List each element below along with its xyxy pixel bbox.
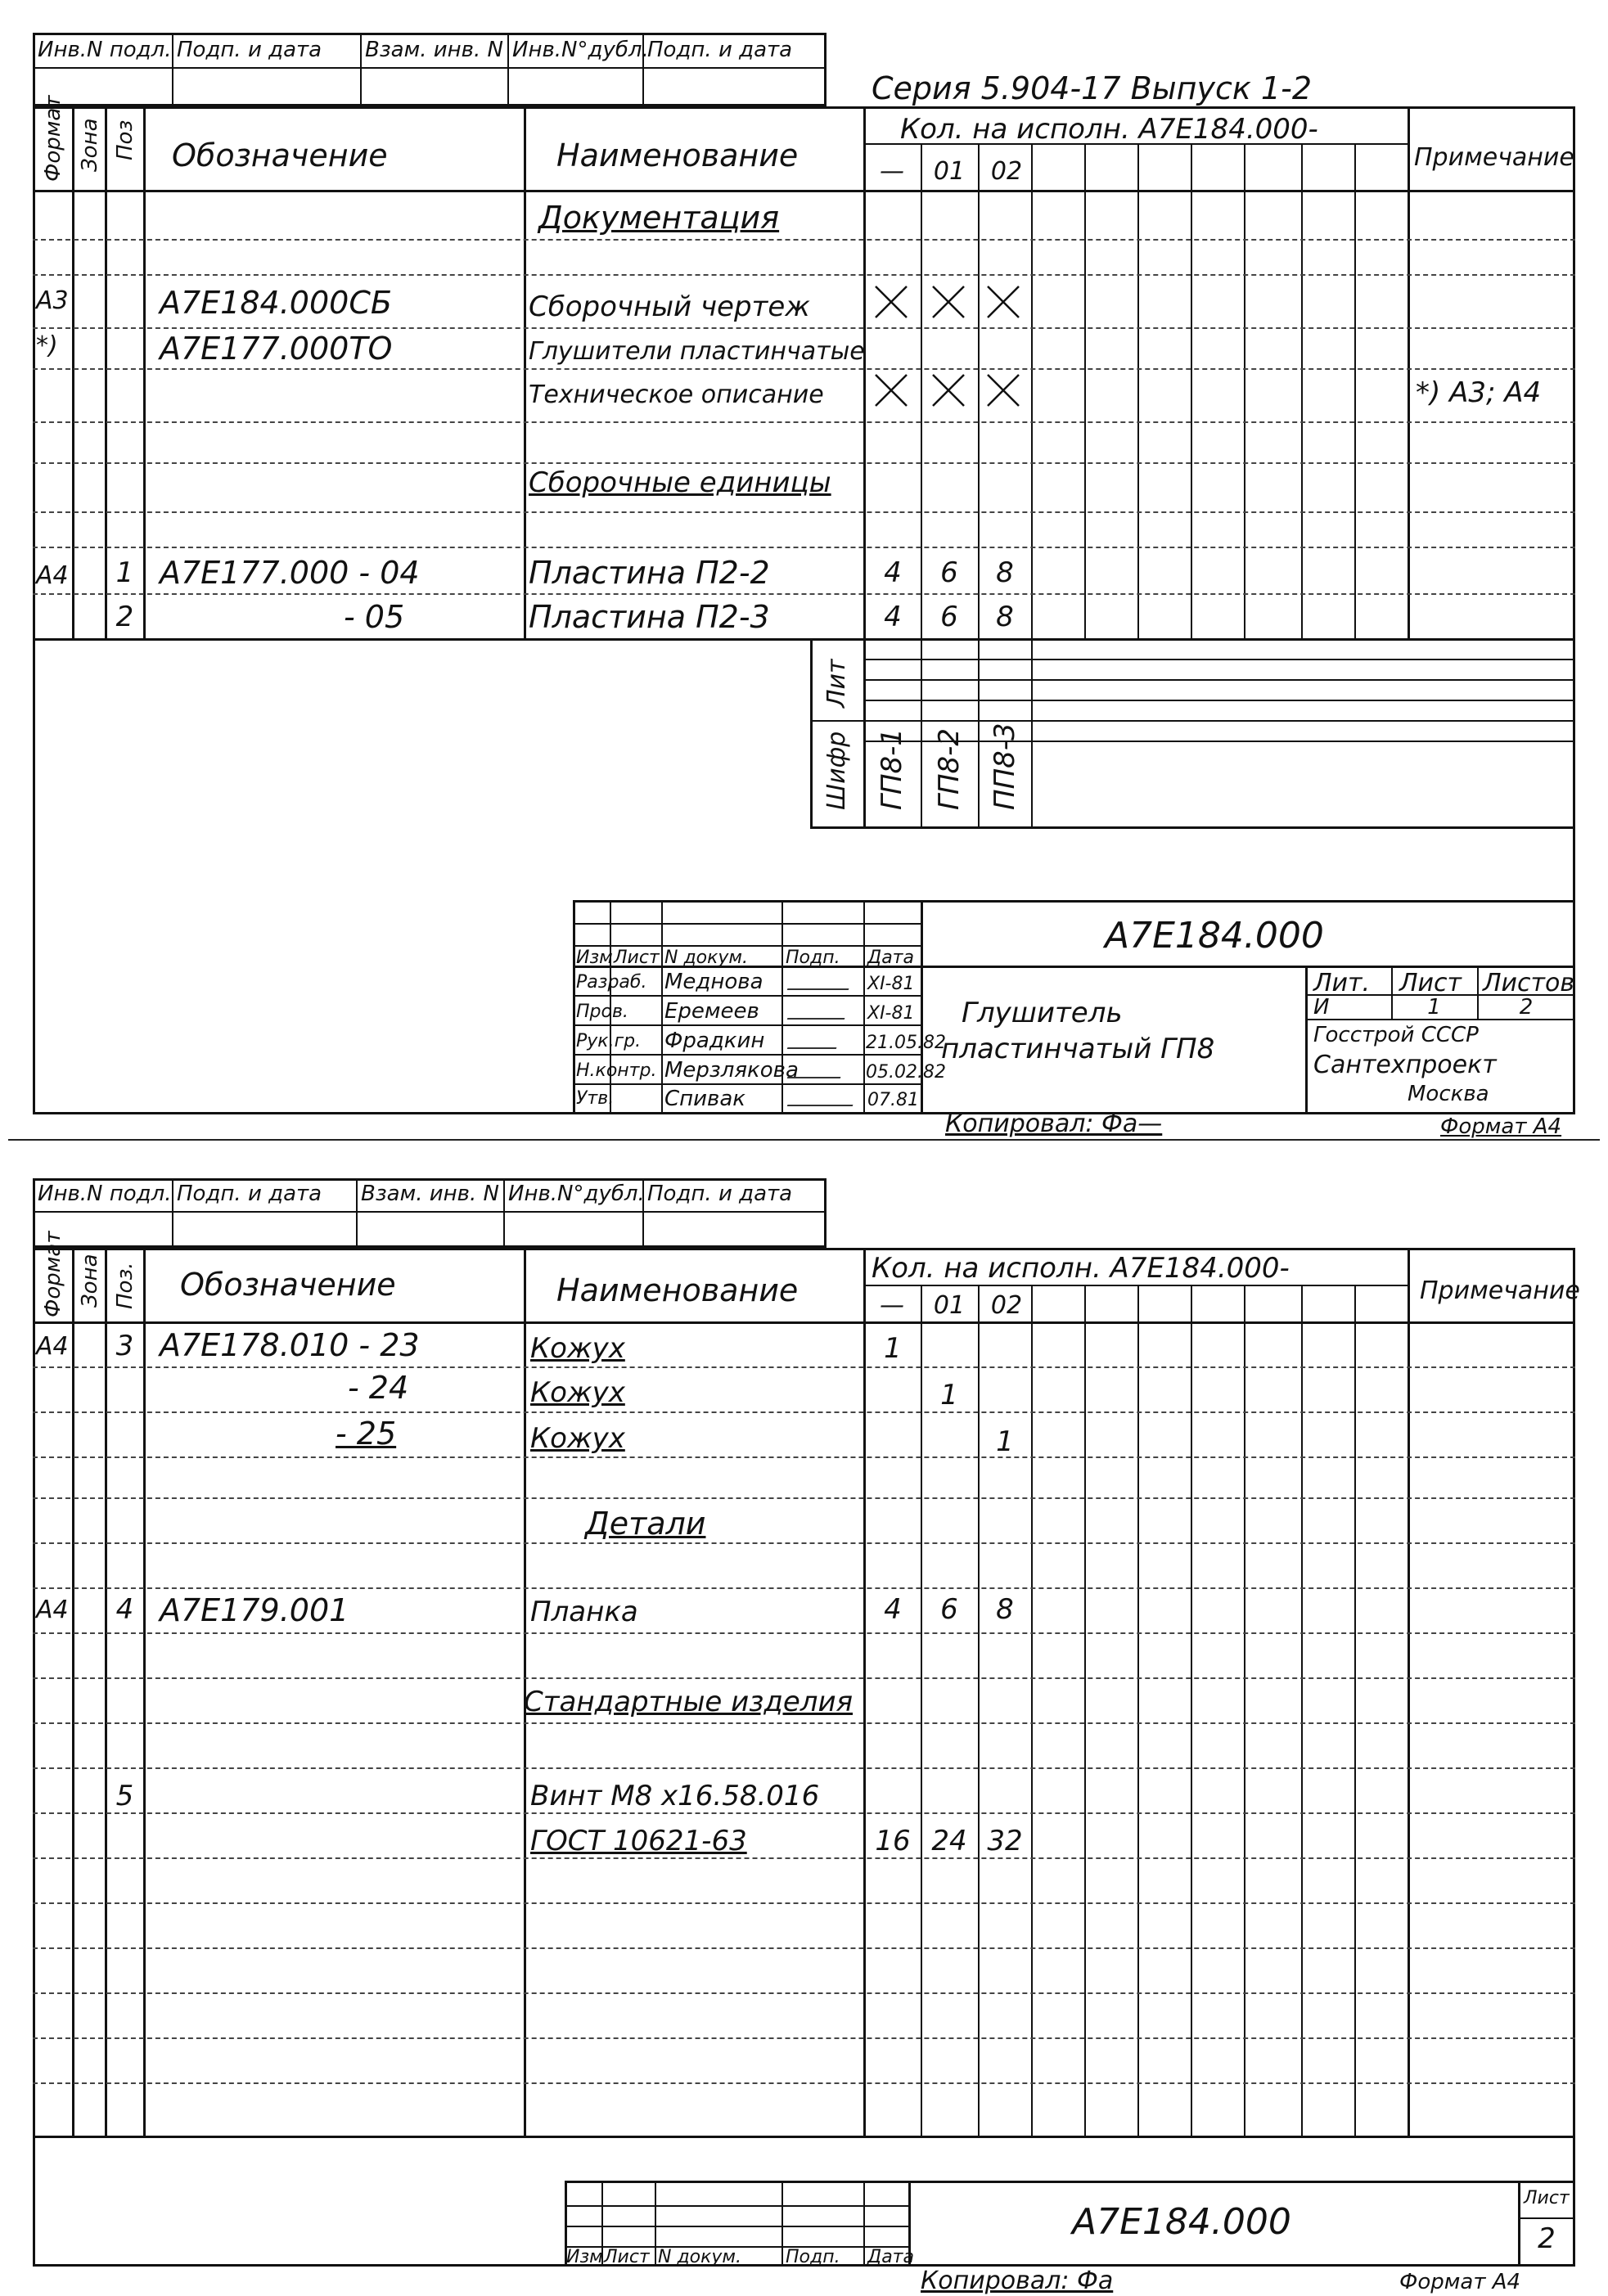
row-designation: А7Е178.010 - 23 [160,1327,420,1363]
row-poz: 3 [115,1330,134,1362]
row-name: Кожух [530,1332,625,1365]
doc-code: А7Е184.000 [1105,915,1324,957]
row-qty: 8 [996,601,1014,633]
stamp-head-list: Лист [604,2247,650,2267]
signature [787,1005,850,1020]
note-header: Примечание [1414,143,1574,172]
shifr-value: ГП8-1 [876,727,908,810]
row-qty: 8 [996,1593,1014,1626]
designation-header: Обозначение [172,137,388,173]
stamp-person: Спивак [664,1087,746,1111]
row-designation: - 24 [348,1370,409,1406]
doc-code: А7Е184.000 [1072,2201,1291,2243]
row-qty: 1 [940,1379,958,1411]
stamp-head-izm: Изм [576,948,613,968]
row-qty: 6 [940,601,958,633]
row-name: Пластина П2-3 [529,599,770,635]
cross-mark-icon [986,285,1020,319]
shifr-value: ГП8-2 [933,727,966,810]
page-1 [0,0,1608,1137]
signature [787,1034,842,1049]
series-label: Серия 5.904-17 Выпуск 1-2 [872,70,1312,106]
vzam-label: Взам. инв. N [361,1182,499,1206]
format-label: Формат А4 [1440,1114,1562,1139]
row-qty: 24 [931,1825,967,1857]
qty-sub-0: — [880,1291,904,1320]
cross-mark-icon [986,373,1020,407]
page-2 [0,1162,1608,2296]
stamp-role: Пров. [576,1002,628,1022]
stamp-head-ndoc: N докум. [658,2247,742,2267]
stamp-role: Н.контр. [576,1060,657,1081]
stamp-date: 21.05.82 [866,1033,946,1053]
zona-header: Зона [78,118,102,172]
format-header: Формат [41,95,65,182]
row-designation: А7Е179.001 [160,1592,349,1628]
stamp-date: XI-81 [867,974,915,994]
row-fmt: А4 [36,1332,69,1361]
row-name: Техническое описание [529,380,824,409]
section-documentation: Документация [538,200,780,236]
row-fmt: А4 [36,561,69,590]
signature [787,975,854,990]
stamp-date: XI-81 [867,1003,915,1024]
podp-date-label: Подп. и дата [177,38,322,62]
row-qty: 16 [875,1825,911,1857]
row-note: *) А3; А4 [1416,376,1542,409]
listov-value: 2 [1519,995,1534,1020]
lit-value: И [1313,995,1330,1020]
podp-date2-label: Подп. и дата [647,38,793,62]
section-details: Детали [585,1506,706,1542]
list-value: 1 [1427,995,1441,1020]
row-qty: 1 [996,1425,1014,1458]
lit-label: Лит [822,659,851,708]
row-name: Винт М8 х16.58.016 [530,1780,820,1812]
row-designation: - 25 [336,1416,397,1452]
row-qty: 1 [884,1332,902,1365]
row-poz: 5 [115,1780,134,1812]
qty-sub-2: 02 [990,157,1023,186]
zona-header: Зона [78,1254,102,1308]
cross-mark-icon [931,285,966,319]
format-label: Формат А4 [1399,2270,1521,2294]
listov-header: Листов [1483,969,1575,997]
stamp-date: 05.02.82 [866,1062,946,1083]
inv-dubl-label: Инв.N°дубл. [508,1182,645,1206]
shifr-label: Шифр [822,731,851,810]
row-qty: 4 [884,1593,902,1626]
row-designation: А7Е184.000СБ [160,285,392,321]
row-name: Сборочный чертеж [529,290,810,323]
row-qty: 6 [940,556,958,589]
poz-header: Поз [113,119,137,160]
row-fmt: *) [36,331,58,360]
row-name: Кожух [530,1422,625,1455]
row-name: Пластина П2-2 [529,555,770,591]
podp-date-label: Подп. и дата [177,1182,322,1206]
copied-label: Копировал: Фа— [945,1110,1163,1138]
stamp-date: 07.81 [867,1090,919,1110]
row-qty: 4 [884,601,902,633]
name-header: Наименование [556,1272,799,1308]
list-header: Лист [1399,969,1462,997]
inv-podl-label: Инв.N подл. [38,38,172,62]
row-name: Кожух [530,1376,625,1409]
org-line-2: Сантехпроект [1313,1051,1497,1079]
row-name: Глушители пластинчатые [529,337,865,366]
row-qty: 6 [940,1593,958,1626]
stamp-head-podp: Подп. [786,2247,840,2267]
designation-header: Обозначение [180,1267,396,1303]
page-separator [8,1139,1600,1141]
qty-sub-2: 02 [990,1291,1023,1320]
row-qty: 8 [996,556,1014,589]
sheet-number: 2 [1538,2222,1556,2255]
section-standard-items: Стандартные изделия [524,1686,854,1718]
signature [787,1092,858,1106]
qty-sub-1: 01 [933,157,966,186]
row-poz: 2 [115,601,134,633]
org-line-1: Госстрой СССР [1313,1023,1479,1047]
lit-header: Лит. [1313,969,1371,997]
qty-sub-0: — [880,157,904,186]
row-designation: - 05 [344,599,405,635]
cross-mark-icon [874,285,908,319]
stamp-role: Рук.гр. [576,1031,642,1051]
stamp-head-izm: Изм [566,2247,603,2267]
stamp-person: Еремеев [664,999,759,1024]
sheet-label: Лист [1524,2188,1570,2208]
stamp-person: Меднова [664,970,763,994]
copied-label: Копировал: Фа [921,2267,1114,2295]
podp-date2-label: Подп. и дата [647,1182,793,1206]
name-header: Наименование [556,137,799,173]
qty-header: Кол. на исполн. А7Е184.000- [900,113,1318,146]
row-poz: 4 [115,1593,134,1626]
qty-header: Кол. на исполн. А7Е184.000- [872,1252,1290,1285]
stamp-head-date: Дата [867,948,914,968]
stamp-head-date: Дата [867,2247,914,2267]
cross-mark-icon [931,373,966,407]
stamp-role: Разраб. [576,972,647,993]
stamp-person: Фрадкин [664,1029,765,1053]
qty-sub-1: 01 [933,1291,966,1320]
inv-podl-label: Инв.N подл. [38,1182,172,1206]
row-name: ГОСТ 10621-63 [530,1825,747,1857]
format-header: Формат [41,1231,65,1317]
row-name: Планка [530,1596,638,1628]
stamp-head-list: Лист [614,948,660,968]
section-assembly-units: Сборочные единицы [529,466,831,499]
stamp-role: Утв. [576,1088,615,1109]
title-line-2: пластинчатый ГП8 [941,1033,1215,1065]
cross-mark-icon [874,373,908,407]
shifr-value: ПП8-3 [989,723,1021,810]
row-qty: 4 [884,556,902,589]
spec-frame-2 [33,1248,1575,2267]
row-qty: 32 [987,1825,1023,1857]
stamp-person: Мерзлякова [664,1058,799,1083]
row-fmt: А3 [36,286,69,315]
row-poz: 1 [115,556,134,589]
note-header: Примечание [1420,1276,1580,1305]
stamp-head-ndoc: N докум. [664,948,749,968]
row-designation: А7Е177.000 - 04 [160,555,420,591]
title-line-1: Глушитель [962,997,1123,1029]
poz-header: Поз. [113,1262,137,1309]
signature [787,1064,846,1078]
vzam-label: Взам. инв. N [365,38,503,62]
row-designation: А7Е177.000ТО [160,331,393,367]
stamp-head-podp: Подп. [786,948,840,968]
org-line-3: Москва [1408,1082,1489,1106]
inv-dubl-label: Инв.N°дубл. [512,38,649,62]
row-fmt: А4 [36,1596,69,1624]
